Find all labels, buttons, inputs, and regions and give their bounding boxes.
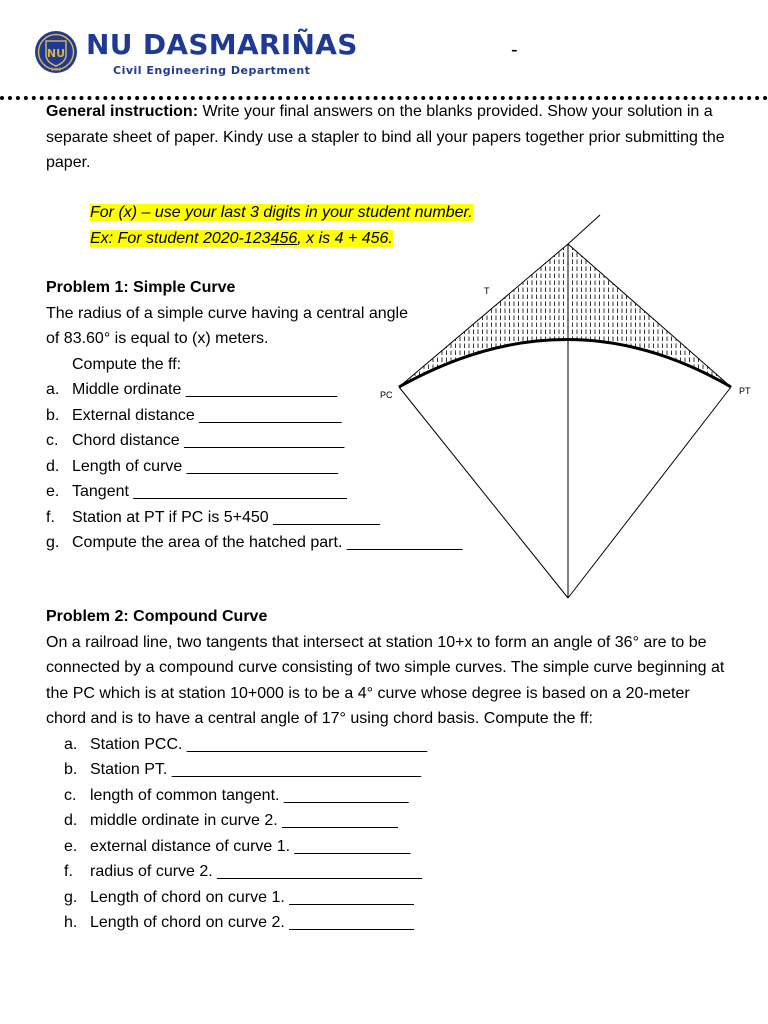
problem-2 xyxy=(46,604,726,936)
problem-2-title: Problem 2: Compound Curve xyxy=(46,608,268,625)
radius-line-pc xyxy=(399,387,568,598)
item-text: Compute the area of the hatched part. _____________ xyxy=(72,534,463,551)
department-name: Civil Engineering Department xyxy=(113,64,311,77)
item-text: Station PT. ____________________________ xyxy=(90,761,421,778)
item-text: Chord distance __________________ xyxy=(72,432,345,449)
item-text: length of common tangent. ______________ xyxy=(90,786,409,804)
problem-1-title: Problem 1: Simple Curve xyxy=(46,279,236,296)
item-marker: h. xyxy=(64,914,78,931)
item-text: Tangent ________________________ xyxy=(72,483,347,500)
item-marker: e. xyxy=(64,837,78,855)
note-line-2-underlined: 456 xyxy=(270,229,298,247)
hatched-area xyxy=(395,240,735,390)
label-pt: PT xyxy=(739,386,751,396)
nu-logo-icon xyxy=(34,30,78,74)
item-marker: c. xyxy=(64,786,77,804)
item-marker: d. xyxy=(46,457,60,475)
item-text: External distance ________________ xyxy=(72,406,342,424)
simple-curve-diagram xyxy=(370,210,760,605)
item-marker: f. xyxy=(46,508,55,526)
radius-line-pt xyxy=(568,387,731,598)
item-marker: g. xyxy=(46,534,60,551)
list-item xyxy=(64,834,726,860)
item-marker: d. xyxy=(64,812,78,829)
logo-text: NU xyxy=(46,47,66,60)
problem-1-line-1: The radius of a simple curve having a central angle xyxy=(46,304,408,322)
item-text: Station at PT if PC is 5+450 ____________ xyxy=(72,508,380,526)
item-text: Length of chord on curve 1. ______________ xyxy=(90,888,414,906)
header-dash: - xyxy=(511,39,518,61)
instruction-text: Write your final answers on the blanks provided. Show your solution in a separate sheet of paper. Kindy use a stapler to bind all your papers together prior submitting the paper. xyxy=(46,103,725,171)
problem-2-items xyxy=(64,732,726,936)
note-line-1: For (x) – use your last 3 digits in your student number. xyxy=(90,204,473,221)
item-text: external distance of curve 1. _____________ xyxy=(90,837,411,855)
label-t: T xyxy=(484,286,490,296)
item-marker: a. xyxy=(64,735,78,753)
list-item xyxy=(64,885,726,911)
problem-1-line-2: of 83.60° is equal to (x) meters. xyxy=(46,330,269,347)
item-text: middle ordinate in curve 2. _____________ xyxy=(90,812,398,829)
general-instruction xyxy=(46,99,726,176)
item-marker: a. xyxy=(46,381,60,398)
item-marker: b. xyxy=(46,406,60,424)
problem-1-line-3: Compute the ff: xyxy=(72,355,182,373)
list-item xyxy=(64,783,726,809)
tangent-extension xyxy=(568,215,600,244)
problem-2-paragraph: On a railroad line, two tangents that intersect at station 10+x to form an angle of 36° are to be connected by a compound curve consisting of two simple curves. The simple curve beginning at the PC which is at station 10+000 is to be a 4° curve whose degree is based on a 20-meter chord and is to have a central angle of 17° using chord basis. Compute the ff: xyxy=(46,633,725,727)
logo-year: 1900 xyxy=(50,67,62,72)
list-item xyxy=(64,757,726,783)
list-item xyxy=(64,732,726,758)
note-line-2-suffix: , x is 4 + 456. xyxy=(297,229,393,247)
label-pc: PC xyxy=(380,390,393,400)
list-item xyxy=(64,910,726,936)
item-marker: g. xyxy=(64,888,78,906)
brand-name: NU DASMARIÑAS xyxy=(86,28,358,61)
list-item xyxy=(64,859,726,885)
item-text: Length of chord on curve 2. ______________ xyxy=(90,914,414,931)
item-text: radius of curve 2. _______________________ xyxy=(90,863,422,880)
item-marker: b. xyxy=(64,761,78,778)
item-marker: c. xyxy=(46,432,59,449)
item-text: Station PCC. ___________________________ xyxy=(90,735,428,753)
item-marker: e. xyxy=(46,483,60,500)
list-item xyxy=(64,808,726,834)
item-text: Middle ordinate _________________ xyxy=(72,381,338,398)
instruction-label: General instruction: xyxy=(46,103,199,120)
item-marker: f. xyxy=(64,863,73,880)
header xyxy=(0,0,768,100)
item-text: Length of curve _________________ xyxy=(72,457,339,475)
note-line-2-prefix: Ex: For student 2020-123 xyxy=(90,229,271,247)
